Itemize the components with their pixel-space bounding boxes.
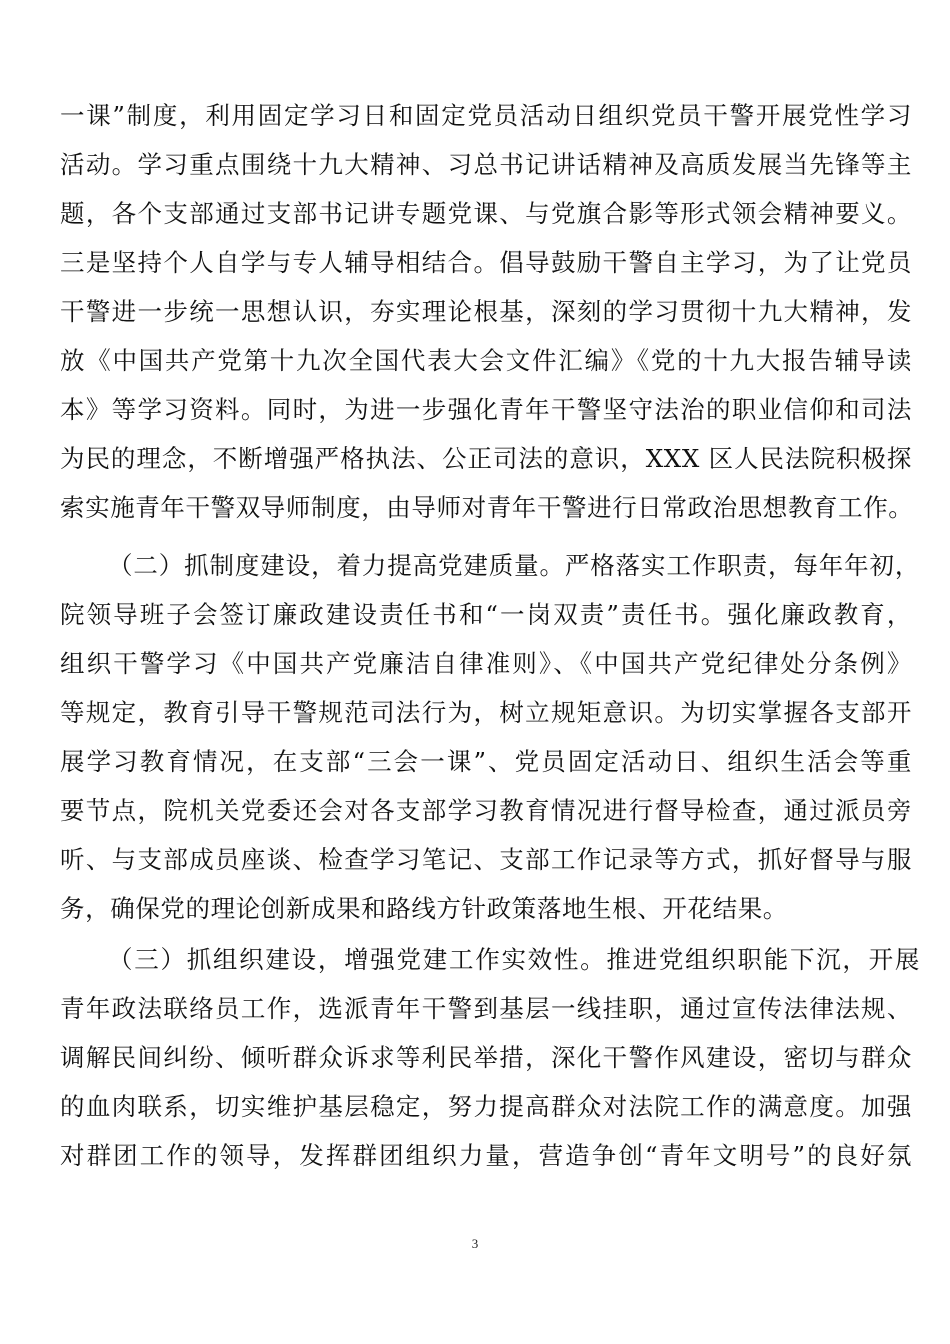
text-line: 听、与支部成员座谈、检查学习笔记、支部工作记录等方式，抓好督导与服 — [60, 845, 912, 874]
text-line: 一课”制度，利用固定学习日和固定党员活动日组织党员干警开展党性学习 — [60, 101, 912, 130]
text-line: 题，各个支部通过支部书记讲专题党课、与党旗合影等形式领会精神要义。 — [60, 199, 912, 228]
page-number: 3 — [471, 1236, 479, 1251]
text-line: 务，确保党的理论创新成果和路线方针政策落地生根、开花结果。 — [60, 894, 788, 923]
paragraph-heading-line: （二）抓制度建设，着力提高党建质量。严格落实工作职责，每年年初， — [108, 551, 920, 580]
text-line: 活动。学习重点围绕十九大精神、习总书记讲话精神及高质发展当先锋等主 — [60, 150, 912, 179]
text-line: 三是坚持个人自学与专人辅导相结合。倡导鼓励干警自主学习，为了让党员 — [60, 248, 912, 277]
paragraph-heading-line: （三）抓组织建设，增强党建工作实效性。推进党组织职能下沉，开展 — [108, 945, 920, 974]
text-line: 等规定，教育引导干警规范司法行为，树立规矩意识。为切实掌握各支部开 — [60, 698, 912, 727]
text-line: 放《中国共产党第十九次全国代表大会文件汇编》《党的十九大报告辅导读 — [60, 346, 912, 375]
text-line: 组织干警学习《中国共产党廉洁自律准则》、《中国共产党纪律处分条例》 — [60, 649, 912, 678]
text-line: 干警进一步统一思想认识，夯实理论根基，深刻的学习贯彻十九大精神，发 — [60, 297, 912, 326]
text-line: 索实施青年干警双导师制度，由导师对青年干警进行日常政治思想教育工作。 — [60, 493, 914, 522]
text-line: 为民的理念，不断增强严格执法、公正司法的意识，XXX 区人民法院积极探 — [60, 444, 912, 473]
text-line: 青年政法联络员工作，选派青年干警到基层一线挂职，通过宣传法律法规、 — [60, 994, 912, 1023]
text-line: 调解民间纠纷、倾听群众诉求等利民举措，深化干警作风建设，密切与群众 — [60, 1043, 912, 1072]
text-line: 的血肉联系，切实维护基层稳定，努力提高群众对法院工作的满意度。加强 — [60, 1092, 912, 1121]
text-line: 展学习教育情况，在支部“三会一课”、党员固定活动日、组织生活会等重 — [60, 747, 912, 776]
text-line: 要节点，院机关党委还会对各支部学习教育情况进行督导检查，通过派员旁 — [60, 796, 912, 825]
text-line: 对群团工作的领导，发挥群团组织力量，营造争创“青年文明号”的良好氛 — [60, 1141, 912, 1170]
text-line: 院领导班子会签订廉政建设责任书和“一岗双责”责任书。强化廉政教育， — [60, 600, 912, 629]
text-line: 本》等学习资料。同时，为进一步强化青年干警坚守法治的职业信仰和司法 — [60, 395, 912, 424]
